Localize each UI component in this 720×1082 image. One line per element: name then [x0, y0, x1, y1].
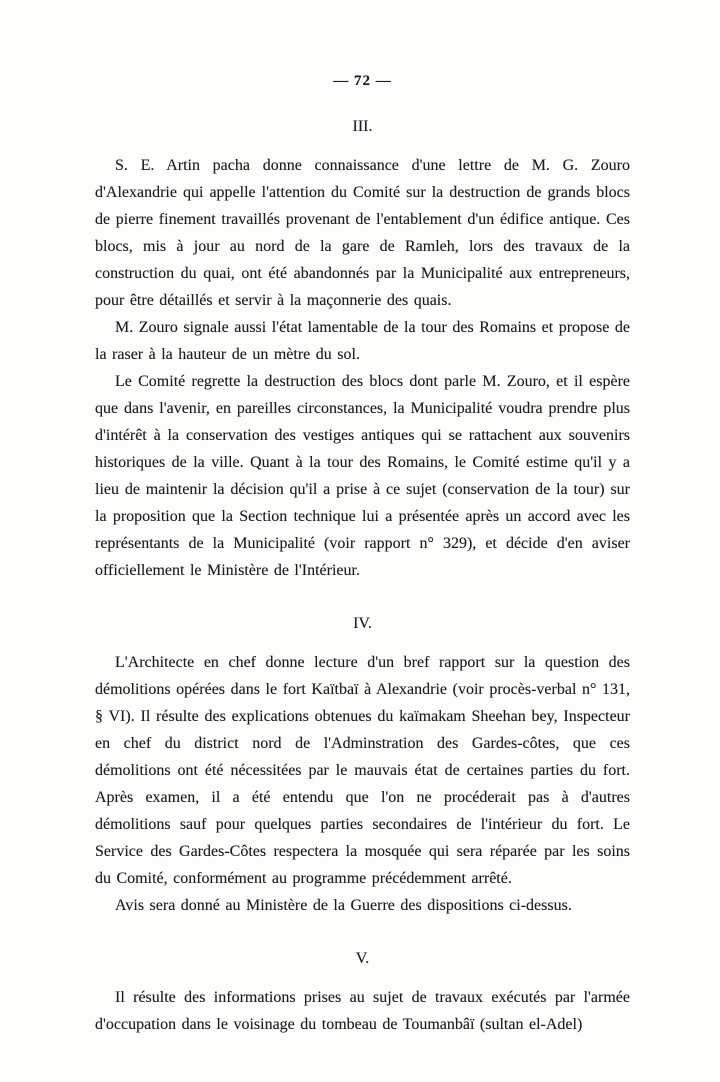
paragraph: Il résulte des informations prises au sujet de travaux exécutés par l'armée d'occupation dans le voisinage du tombeau de Toumanbâï (sultan el-Adel)	[95, 989, 630, 1033]
paragraph: S. E. Artin pacha donne connaissance d'une lettre de M. G. Zouro d'Alexandrie qui appelle l'attention du Comité sur la destruction de grands blocs de pierre finement travaillés provenant de l'entablement d'un édifice antique. Ces blocs, mis à jour au nord de la gare de Ramleh, lors des travaux de la construction du quai, ont été abandonnés par la Municipalité aux entrepreneurs, pour être détaillés et servir à la maçonnerie des quais.	[95, 157, 630, 309]
section-heading-v: V.	[355, 950, 370, 967]
section-heading-iv: IV.	[353, 615, 372, 632]
paragraph: M. Zouro signale aussi l'état lamentable de la tour des Romains et propose de la raser à la hauteur de un mètre du sol.	[95, 319, 630, 363]
paragraph: Avis sera donné au Ministère de la Guerre des dispositions ci-dessus.	[115, 897, 572, 914]
section-heading-iii: III.	[352, 118, 373, 135]
paragraph: Le Comité regrette la destruction des blocs dont parle M. Zouro, et il espère que dans l'avenir, en pareilles circonstances, la Municipalité voudra prendre plus d'intérêt à la conservation des vestiges antiques qui se rattachent aux souvenirs historiques de la ville. Quant à la tour des Romains, le Comité estime qu'il y a lieu de maintenir la décision qu'il a prise à ce sujet (conservation de la tour) sur la proposition que la Section technique lui a présentée après un accord avec les représentants de la Municipalité (voir rapport n° 329), et décide d'en aviser officiellement le Ministère de l'Intérieur.	[95, 373, 630, 579]
page-number: — 72 —	[333, 73, 392, 89]
paragraph: L'Architecte en chef donne lecture d'un bref rapport sur la question des démolitions opérées dans le fort Kaïtbaï à Alexandrie (voir procès-verbal n° 131, § VI). Il résulte des explications obtenues du kaïmakam Sheehan bey, Inspecteur en chef du district nord de l'Adminstration des Gardes-côtes, que ces démolitions ont été nécessitées par le mauvais état de certaines parties du fort. Après examen, il a été entendu que l'on ne procéderait pas à d'autres démolitions sauf pour quelques parties secondaires de l'intérieur du fort. Le Service des Gardes-Côtes respectera la mosquée qui sera réparée par les soins du Comité, conformément au programme précédemment arrêté.	[95, 654, 630, 887]
